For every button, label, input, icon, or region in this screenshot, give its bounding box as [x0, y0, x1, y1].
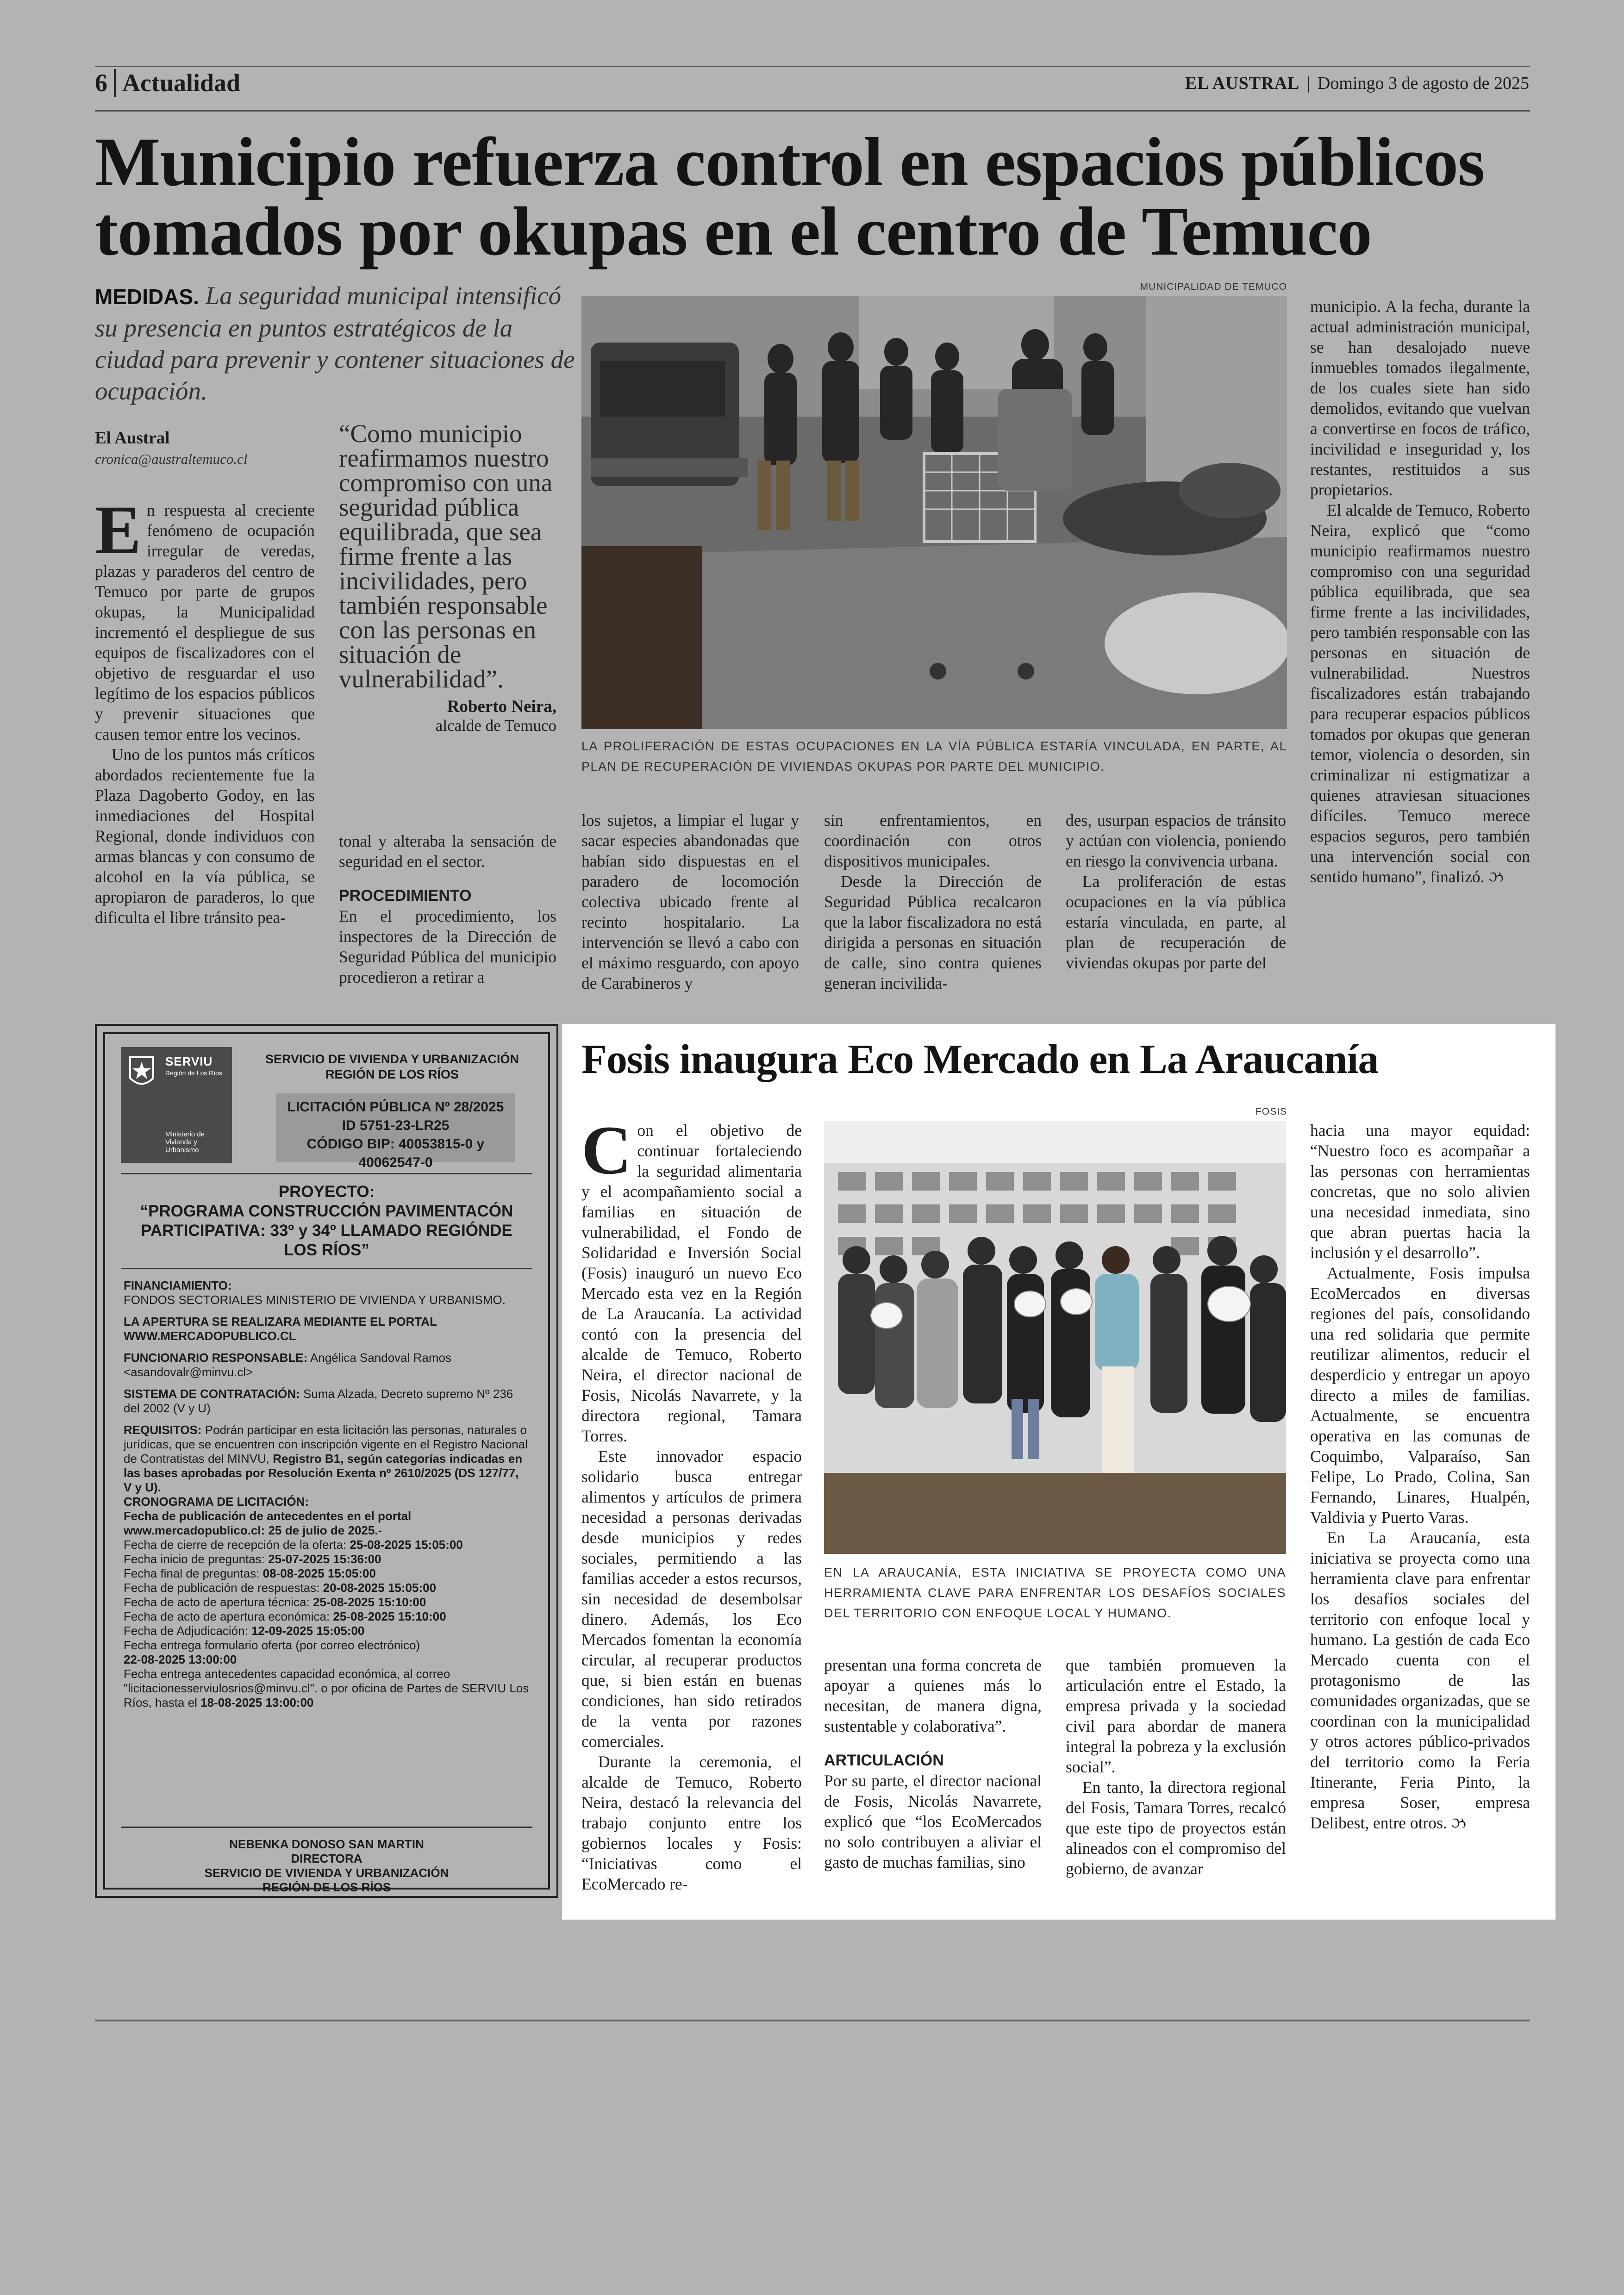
tender-system: SISTEMA DE CONTRATACIÓN: Suma Alzada, Decreto supremo Nº 236 del 2002 (V y U)	[124, 1387, 513, 1415]
article2-col1-para3: Durante la ceremonia, el alcalde de Temuco, Roberto Neira, destacó la relevancia del trabajo conjunto entre los gobiernos locales y Fosis: “Iniciativas como el EcoMercado re-	[581, 1752, 802, 1893]
tender-divider	[121, 1173, 532, 1174]
logo-ministry: Ministerio de Vivienda y Urbanismo	[165, 1130, 205, 1154]
lede-text: La seguridad municipal intensificó su presencia en puntos estratégicos de la ciudad para prevenir y contener situaciones de ocupación.	[95, 281, 575, 405]
article1-end-mark: ઝ	[1488, 868, 1504, 886]
newspaper-name: EL AUSTRAL	[1185, 74, 1300, 93]
article2-end-mark: ઝ	[1451, 1814, 1467, 1833]
page-number: 6	[95, 69, 107, 97]
article2-col1	[581, 1112, 802, 1894]
article1-lede	[95, 280, 576, 407]
article1-col5	[1066, 810, 1286, 973]
tender-requirements: REQUISITOS: Podrán participar en esta licitación las personas, naturales o jurídicas, que se encuentren con inscripción vigente en el Registro Nacional de Contratistas del MINVU, Registro B1, según categorías indicadas en las bases aprobadas por Resolución Exenta nº 2610/2025 (DS 127/77, V y U). CRONOGRAMA DE LICITACIÓN: Fecha de publicación de antecedentes en el portal www.mercadopublico.cl: 25 de julio de 2025.- Fecha de cierre de recepción de la oferta: 25-08-2025 15:05:00 Fecha inicio de preguntas: 25-07-2025 15:36:00 Fecha final de preguntas: 08-08-2025 15:05:00 Fecha de publicación de respuestas: 20-08-2025 15:05:00 Fecha de acto de apertura técnica: 25-08-2025 15:10:00 Fecha de acto de apertura económica: 25-08-2025 15:10:00 Fecha de Adjudicación: 12-09-2025 15:05:00 Fecha entrega formulario oferta (por correo electrónico) 22-08-2025 13:00:00 Fecha entrega antecedentes capacidad económica, al correo "licitacionesserviulosrios@minvu.cl". o por oficina de Partes de SERVIU Los Ríos, hasta el 18-08-2025 13:00:00	[124, 1423, 529, 1709]
article1-subhead-procedimiento: PROCEDIMIENTO	[339, 887, 472, 904]
article1-dropcap: E	[95, 492, 142, 568]
article1-col6-para2: El alcalde de Temuco, Roberto Neira, explicó que “como municipio reafirmamos nuestro compromiso con una seguridad pública equilibrada, que sea firme frente a las incivilidades, pero también responsable con las personas en situación de vulnerabilidad. Nuestros fiscalizadores están trabajando para recuperar espacios públicos tomados por okupas que generan temor, violencia o desorden, sin criminalizar ni estigmatizar a quienes atraviesan situaciones difíciles. Temuco merece espacios seguros, pero también una intervención social con sentido humano”, finalizó. ઝ	[1310, 501, 1530, 886]
bottom-rule	[95, 2020, 1530, 2021]
schedule-row: Fecha de cierre de recepción de la oferta: 25-08-2025 15:05:00	[124, 1538, 463, 1552]
street-scene-image	[581, 296, 1287, 729]
article2-subhead-articulacion: ARTICULACIÓN	[824, 1752, 944, 1769]
article2-col3	[1066, 1655, 1286, 1879]
schedule-row: Fecha de publicación de antecedentes en el portal www.mercadopublico.cl: 25 de julio de 2025.-	[124, 1509, 412, 1537]
article1-col2	[339, 831, 556, 987]
tender-ad-frame	[103, 1032, 550, 1894]
article2-col3-para1: que también promueven la articulación entre el Estado, la empresa privada y la sociedad civil para abordar de manera integral la pobreza y la exclusión social”.	[1066, 1656, 1286, 1776]
article2-col4-para2: Actualmente, Fosis impulsa EcoMercados en diversas regiones del país, consolidando una red solidaria que permite reutilizar alimentos, reducir el desperdicio y entregar un apoyo directo a miles de familias. Actualmente, se encuentra operativa en las comunas de Coquimbo, Valparaíso, San Felipe, Lo Prado, Colina, San Fernando, Linares, Hualpén, Valdivia y Puerto Varas.	[1310, 1264, 1530, 1527]
article2-dropcap: C	[581, 1112, 632, 1189]
article1-col3-para1: los sujetos, a limpiar el lugar y sacar especies abandonadas que habían sido dispuestas en el paradero de locomoción colectiva ubicado frente al recinto hospitalario. La intervención se llevó a cabo con el máximo resguardo, con apoyo de Carabineros y	[581, 811, 799, 992]
article2-headline: Fosis inaugura Eco Mercado en La Araucanía	[581, 1036, 1379, 1082]
chile-emblem-icon	[125, 1053, 158, 1092]
article2-photo	[824, 1121, 1286, 1554]
article2-col1-para1: Con el objetivo de continuar fortaleciendo la seguridad alimentaria y el acompañamiento social a familias en situación de vulnerabilidad, el Fondo de Solidaridad e Inversión Social (Fosis) inauguró un nuevo Eco Mercado esta vez en la Región de La Araucanía. La actividad contó con la presencia del alcalde de Temuco, Roberto Neira, el director nacional de Fosis, Nicolás Navarrete, y la directora regional, Tamara Torres.	[581, 1112, 802, 1445]
serviu-logo	[121, 1047, 232, 1163]
article1-col3	[581, 810, 799, 993]
pull-quote: “Como municipio reafirmamos nuestro compromiso con una seguridad pública equilibrada, que sea firme frente a las incivilidades, pero también responsable con las personas en situación de vulnerabilidad”.	[339, 419, 553, 693]
tender-licitacion-box: LICITACIÓN PÚBLICA Nº 28/2025 ID 5751-23-LR25 CÓDIGO BIP: 40053815-0 y 40062547-0	[276, 1093, 515, 1162]
article1-col1	[95, 492, 315, 928]
article1-col6-para1: municipio. A la fecha, durante la actual administración municipal, se han desalojado nueve inmuebles tomados ilegalmente, de los cuales siete han sido demolidos, evitando que vuelvan a convertirse en focos de tráfico, incivilidad e inseguridad y, los restantes, restituidos a sus propietarios.	[1310, 297, 1530, 499]
article2-col2-para2: Por su parte, el director nacional de Fosis, Nicolás Navarrete, explicó que “los EcoMercados no solo contribuyen a aliviar el gasto de muchas familias, sino	[824, 1771, 1042, 1871]
tender-signature: NEBENKA DONOSO SAN MARTIN DIRECTORA SERVICIO DE VIVIENDA Y URBANIZACIÓN REGIÓN DE LOS RÍOS	[204, 1837, 449, 1894]
schedule-row: Fecha inicio de preguntas: 25-07-2025 15:36:00	[124, 1552, 381, 1566]
article2-photo-caption: EN LA ARAUCANÍA, ESTA INICIATIVA SE PROYECTA COMO UNA HERRAMIENTA CLAVE PARA ENFRENTAR LOS DESAFÍOS SOCIALES DEL TERRITORIO CON ENFOQUE LOCAL Y HUMANO.	[824, 1565, 1286, 1620]
article1-col4-para2: Desde la Dirección de Seguridad Pública recalcaron que la labor fiscalizadora no está dirigida a personas en situación de calle, sino contra quienes generan incivilida-	[824, 872, 1042, 992]
article1-photo-caption: LA PROLIFERACIÓN DE ESTAS OCUPACIONES EN LA VÍA PÚBLICA ESTARÍA VINCULADA, EN PARTE, AL PLAN DE RECUPERACIÓN DE VIVIENDAS OKUPAS POR PARTE DEL MUNICIPIO.	[581, 739, 1287, 773]
headline-line1: Municipio refuerza control en espacios públicos	[95, 124, 1485, 200]
article1-col4	[824, 810, 1042, 993]
article2-col4-para3: En La Araucanía, esta iniciativa se proyecta como una herramienta clave para enfrentar los desafíos sociales del territorio con enfoque local y humano. La gestión de cada Eco Mercado cuenta con el protagonismo de las comunidades organizadas, que se coordinan con la municipalidad y otros actores público-privados del territorio como la Feria Itinerante, Feria Pinto, la empresa Soser, empresa Delibest, entre otros. ઝ	[1310, 1528, 1530, 1833]
headline-line2: tomados por okupas en el centro de Temuco	[95, 193, 1372, 270]
article1-col5-para2: La proliferación de estas ocupaciones en la vía pública estaría vinculada, en parte, al plan de recuperación de viviendas okupas por parte del	[1066, 872, 1286, 972]
schedule-row: Fecha de publicación de respuestas: 20-08-2025 15:05:00	[124, 1581, 437, 1595]
top-rule	[95, 66, 1530, 67]
article1-col2-para2: En el procedimiento, los inspectores de la Dirección de Seguridad Pública del municipio procedieron a retirar a	[339, 907, 556, 986]
article2-col2	[824, 1655, 1042, 1872]
article2-col3-para2: En tanto, la directora regional del Fosis, Tamara Torres, recalcó que este tipo de proyectos están alineados con el compromiso del gobierno, de avanzar	[1066, 1778, 1286, 1878]
header-rule	[95, 110, 1530, 112]
tender-official: FUNCIONARIO RESPONSABLE: Angélica Sandoval Ramos <asandovalr@minvu.cl>	[124, 1351, 452, 1379]
article1-photo	[581, 296, 1287, 729]
tender-portal: LA APERTURA SE REALIZARA MEDIANTE EL PORTAL WWW.MERCADOPUBLICO.CL	[124, 1315, 437, 1343]
article2-col4	[1310, 1120, 1530, 1834]
tender-schedule-label: CRONOGRAMA DE LICITACIÓN:	[124, 1495, 309, 1509]
article1-photo-credit: MUNICIPALIDAD DE TEMUCO	[1140, 281, 1287, 292]
section-name: Actualidad	[114, 69, 240, 97]
tender-body	[124, 1278, 530, 1710]
article2-col1-para2: Este innovador espacio solidario busca entregar alimentos y artículos de primera necesidad a personas derivadas desde municipios y redes sociales, permitiendo a las familias acceder a estos recursos, sin necesidad de desembolsar dinero. Además, los Eco Mercados fomentan la economía circular, al recuperar productos que, si bien están en buenas condiciones, han sido retirados de la venta por razones comerciales.	[581, 1447, 802, 1751]
page-header-left	[95, 69, 240, 97]
lede-kicker: MEDIDAS.	[95, 285, 199, 309]
schedule-row: Fecha final de preguntas: 08-08-2025 15:05:00	[124, 1566, 376, 1580]
issue-date: Domingo 3 de agosto de 2025	[1317, 74, 1529, 93]
logo-title: SERVIU	[165, 1054, 213, 1068]
schedule-row: Fecha de acto de apertura técnica: 25-08-2025 15:10:00	[124, 1595, 426, 1609]
article2-photo-credit: FOSIS	[1255, 1106, 1287, 1117]
article1-headline	[95, 124, 1544, 270]
byline	[95, 428, 317, 468]
page-header-right: EL AUSTRAL | Domingo 3 de agosto de 2025	[1185, 74, 1529, 93]
article1-col5-para1: des, usurpan espacios de tránsito y actúan con violencia, poniendo en riesgo la convivencia urbana.	[1066, 811, 1286, 870]
group-photo-image	[824, 1121, 1286, 1554]
tender-financing: FINANCIAMIENTO: FONDOS SECTORIALES MINISTERIO DE VIVIENDA Y URBANISMO.	[124, 1278, 506, 1307]
logo-subtitle: Región de Los Ríos	[165, 1069, 222, 1077]
tender-project: PROYECTO: “PROGRAMA CONSTRUCCIÓN PAVIMENTACÓN PARTICIPATIVA: 33º y 34º LLAMADO REGIÓNDE LOS RÍOS”	[140, 1183, 513, 1259]
byline-email: cronica@australtemuco.cl	[95, 451, 248, 467]
article2-col2-para1: presentan una forma concreta de apoyar a quienes más lo necesitan, de manera digna, sustentable y colaborativa”.	[824, 1656, 1042, 1735]
tender-final-note: Fecha entrega antecedentes capacidad económica, al correo "licitacionesserviulosrios@minvu.cl". o por oficina de Partes de SERVIU Los Ríos, hasta el 18-08-2025 13:00:00	[124, 1667, 529, 1709]
article2-col4-para1: hacia una mayor equidad: “Nuestro foco es acompañar a las personas con herramientas concretas, que no solo alivien una necesidad inmediata, sino que abran puertas hacia la inclusión y el desarrollo”.	[1310, 1121, 1530, 1262]
tender-org: SERVICIO DE VIVIENDA Y URBANIZACIÓN REGIÓN DE LOS RÍOS	[265, 1052, 519, 1081]
article1-col4-para1: sin enfrentamientos, en coordinación con otros dispositivos municipales.	[824, 811, 1042, 870]
article1-col6	[1310, 296, 1530, 887]
tender-divider	[121, 1827, 532, 1828]
pull-quote-name: Roberto Neira,	[447, 697, 556, 716]
pull-quote-attribution	[339, 697, 556, 735]
pull-quote-role: alcalde de Temuco	[435, 717, 556, 735]
schedule-row: Fecha de acto de apertura económica: 25-08-2025 15:10:00	[124, 1609, 446, 1623]
article1-col1-para1: En respuesta al creciente fenómeno de ocupación irregular de veredas, plazas y paraderos del centro de Temuco por parte de grupos okupas, la Municipalidad incrementó el despliegue de sus equipos de fiscalizadores con el objetivo de resguardar el uso legítimo de los espacios públicos y prevenir situaciones que causen temor entre los vecinos.	[95, 492, 315, 743]
article1-col2-para1: tonal y alteraba la sensación de seguridad en el sector.	[339, 832, 556, 871]
schedule-row: Fecha de Adjudicación: 12-09-2025 15:05:00	[124, 1624, 365, 1638]
byline-name: El Austral	[95, 429, 170, 448]
tender-divider	[121, 1268, 532, 1269]
schedule-row: Fecha entrega formulario oferta (por correo electrónico) 22-08-2025 13:00:00	[124, 1638, 420, 1666]
article1-col1-para2: Uno de los puntos más críticos abordados recientemente fue la Plaza Dagoberto Godoy, en las inmediaciones del Hospital Regional, donde individuos con armas blancas y con consumo de alcohol en la vía pública, se apropiaron de paraderos, lo que dificulta el libre tránsito pea-	[95, 745, 315, 927]
tender-ad	[95, 1024, 558, 1898]
